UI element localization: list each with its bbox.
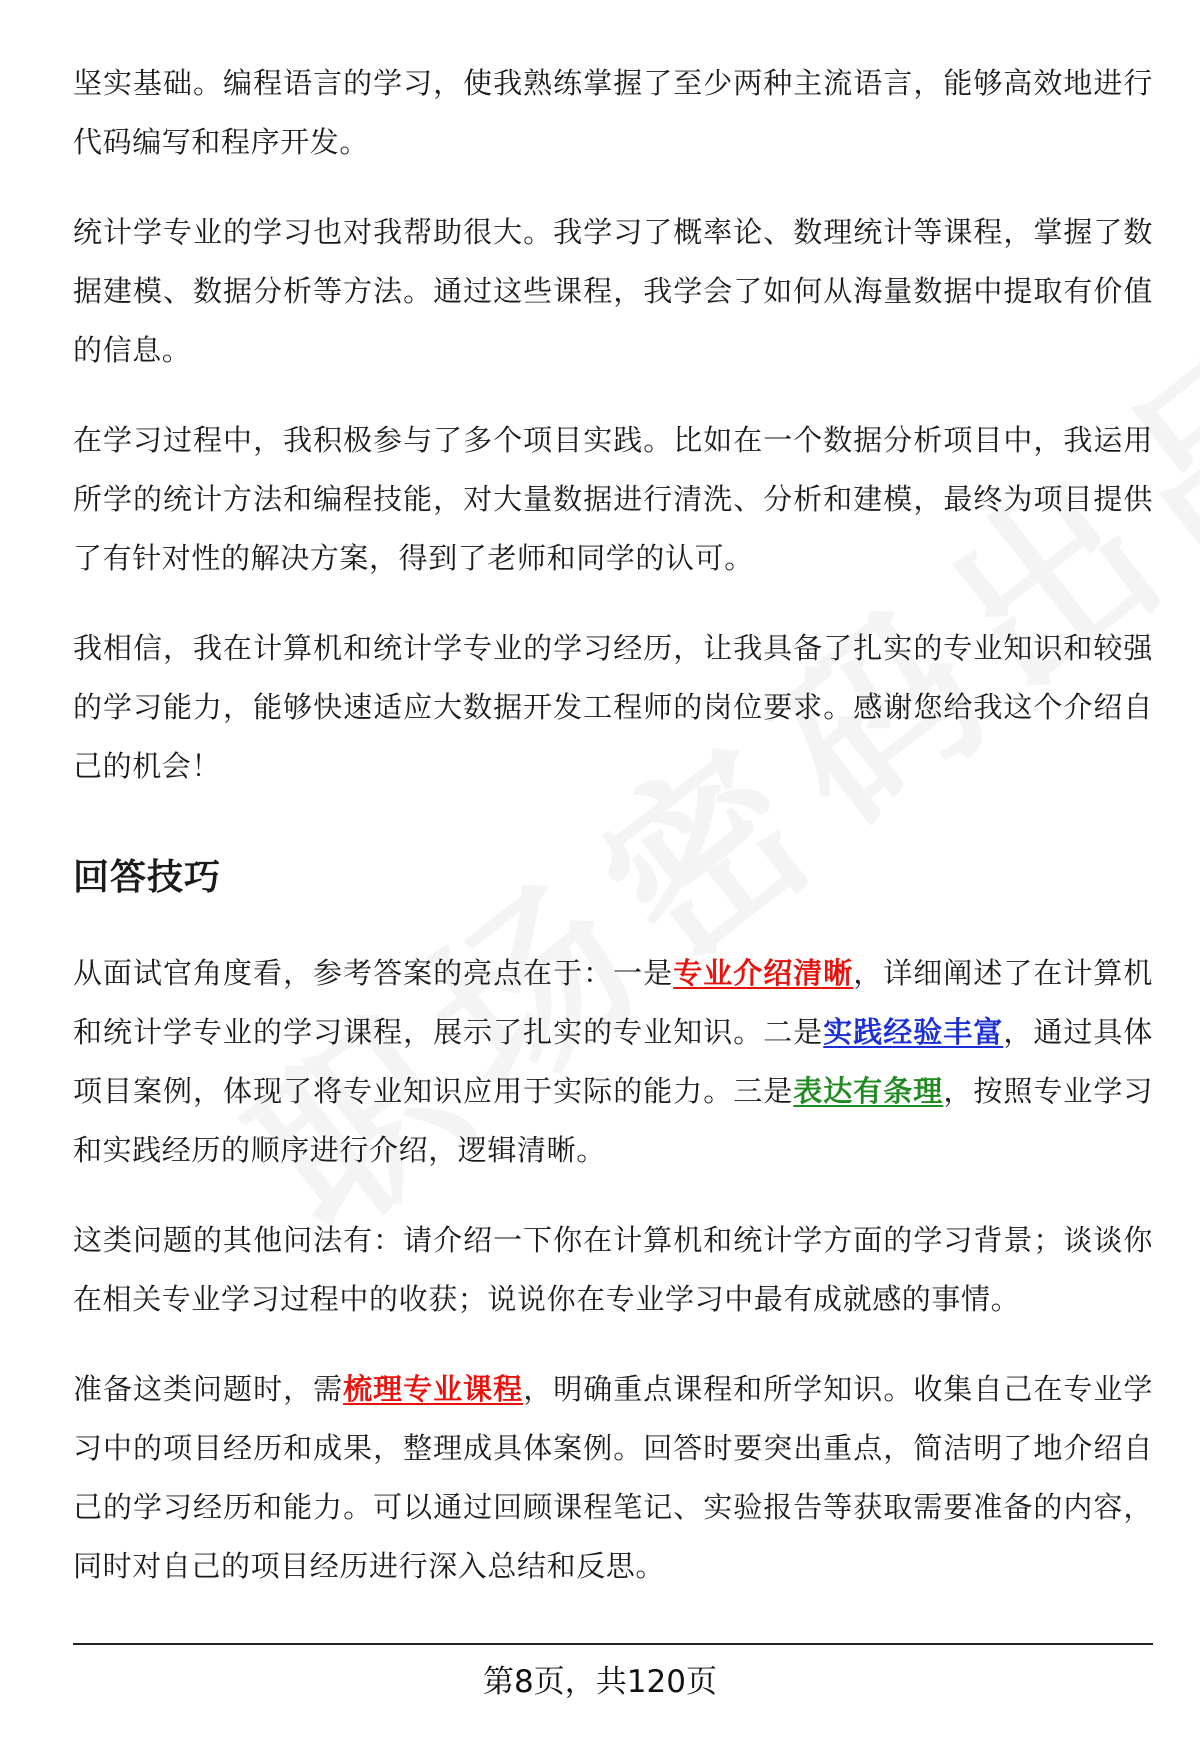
paragraph-conclusion: 我相信，我在计算机和统计学专业的学习经历，让我具备了扎实的专业知识和较强的学习能力，能够快速适应大数据开发工程师的岗位要求。感谢您给我这个介绍自己的机会！ [73, 631, 1153, 783]
highlight-professional-intro: 专业介绍清晰 [673, 956, 854, 990]
tips-text-2: ，详细阐述了在计算机和统计学专业的学习课程，展示了扎实的专业知识。二是 [73, 956, 1153, 1049]
paragraph-tips-highlights [73, 944, 1153, 1180]
prep-text-1: 准备这类问题时，需 [73, 1372, 344, 1406]
tips-text-4: ，按照专业学习和实践经历的顺序进行介绍，逻辑清晰。 [73, 1074, 1153, 1167]
tips-text-1: 从面试官角度看，参考答案的亮点在于：一是 [73, 956, 674, 990]
paragraph-tips-alternatives: 这类问题的其他问法有：请介绍一下你在计算机和统计学方面的学习背景；谈谈你在相关专业学习过程中的收获；说说你在专业学习中最有成就感的事情。 [73, 1223, 1153, 1316]
prep-text-2: ，明确重点课程和所学知识。收集自己在专业学习中的项目经历和成果，整理成具体案例。回答时要突出重点，简洁明了地介绍自己的学习经历和能力。可以通过回顾课程笔记、实验报告等获取需要准备的内容，同时对自己的项目经历进行深入总结和反思。 [73, 1372, 1154, 1583]
highlight-organized-expression: 表达有条理 [793, 1074, 944, 1108]
paragraph-projects: 在学习过程中，我积极参与了多个项目实践。比如在一个数据分析项目中，我运用所学的统计方法和编程技能，对大量数据进行清洗、分析和建模，最终为项目提供了有针对性的解决方案，得到了老师和同学的认可。 [73, 423, 1153, 575]
document-page [73, 54, 1153, 1627]
paragraph-tips-preparation [73, 1360, 1153, 1596]
footer-divider [73, 1643, 1153, 1645]
paragraph-foundation: 坚实基础。编程语言的学习，使我熟练掌握了至少两种主流语言，能够高效地进行代码编写和程序开发。 [73, 66, 1153, 159]
highlight-sort-courses: 梳理专业课程 [343, 1372, 524, 1406]
section-title-answer-tips: 回答技巧 [73, 857, 222, 898]
highlight-practical-experience: 实践经验丰富 [823, 1015, 1004, 1049]
tips-text-3: ，通过具体项目案例，体现了将专业知识应用于实际的能力。三是 [73, 1015, 1153, 1108]
paragraph-statistics: 统计学专业的学习也对我帮助很大。我学习了概率论、数理统计等课程，掌握了数据建模、数据分析等方法。通过这些课程，我学会了如何从海量数据中提取有价值的信息。 [73, 215, 1153, 367]
page-number: 第8页，共120页 [483, 1664, 717, 1700]
